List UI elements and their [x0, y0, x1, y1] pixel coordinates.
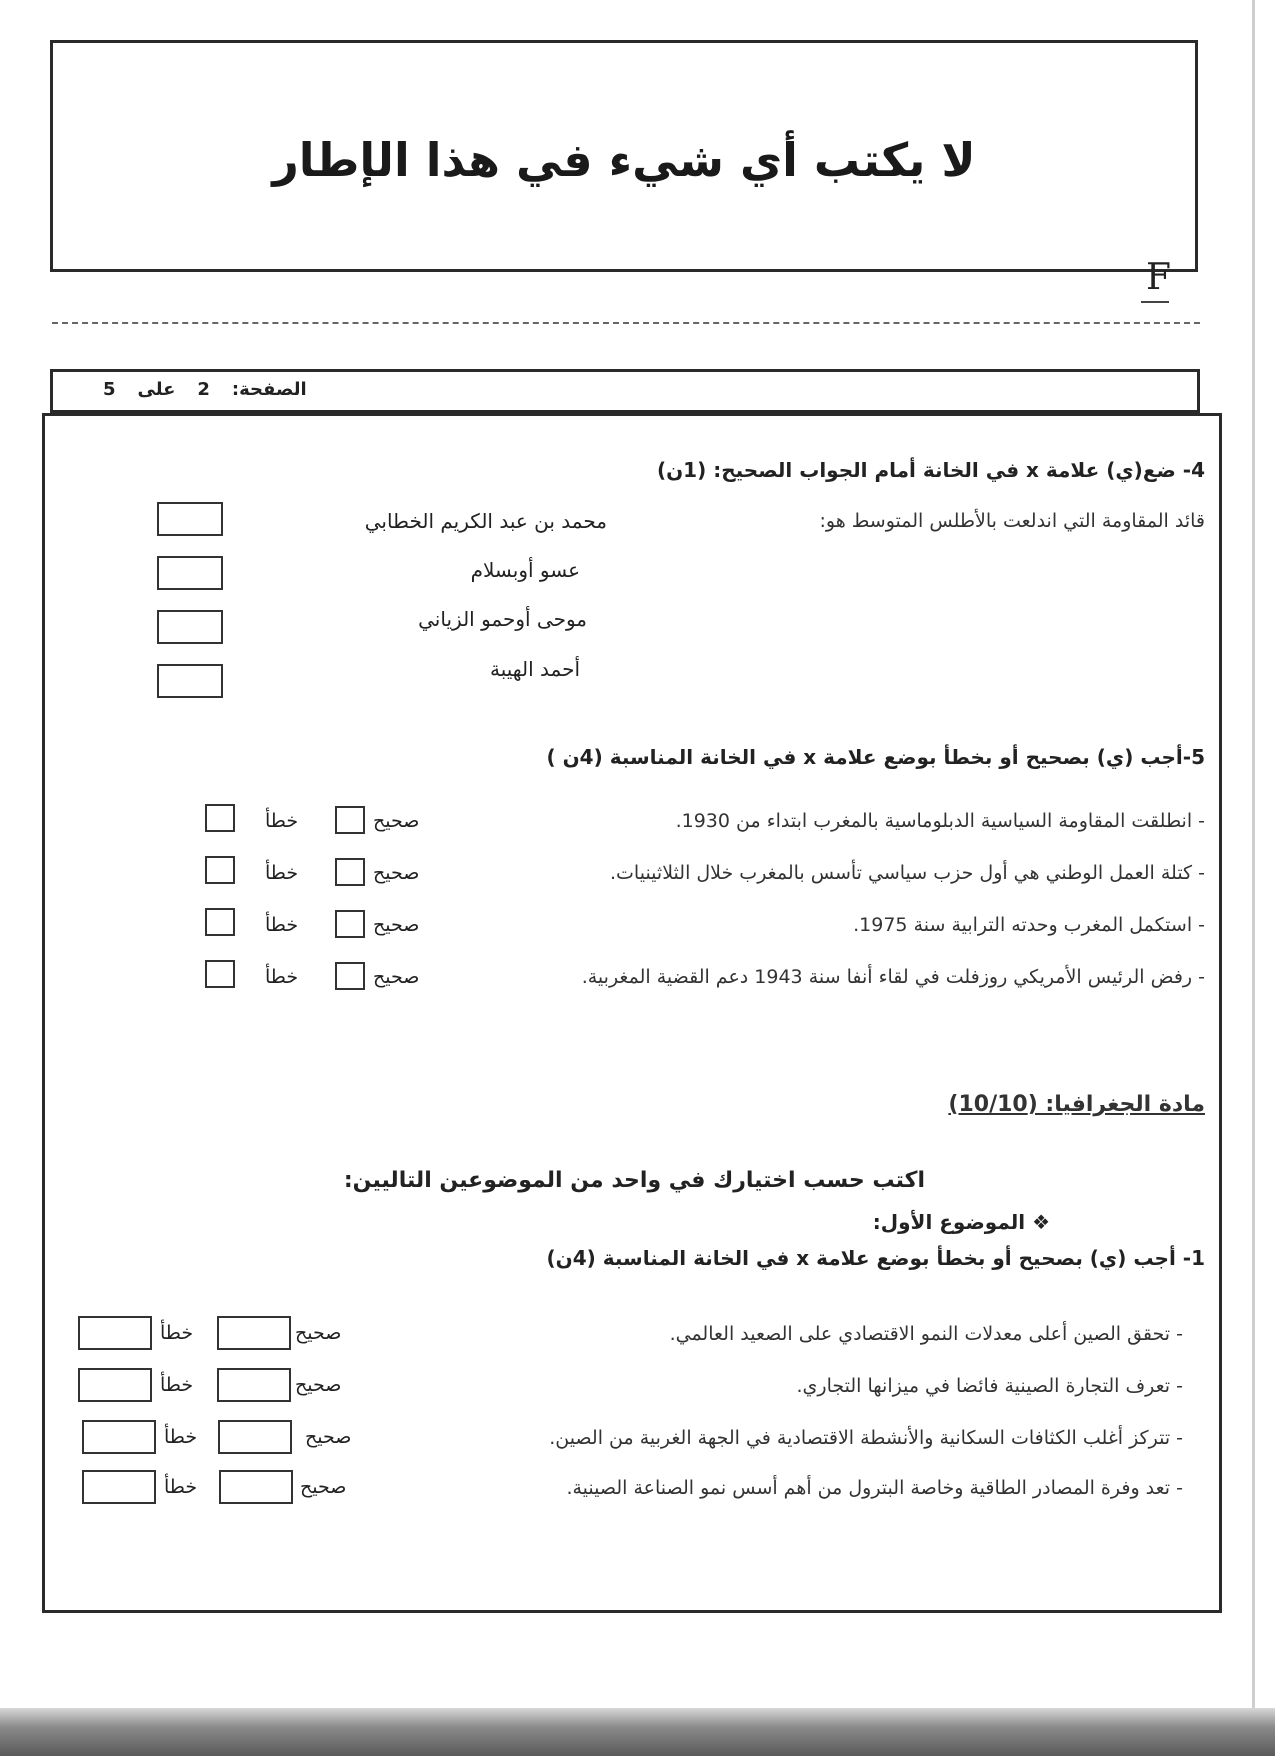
geo-false-checkbox-2[interactable] — [78, 1368, 152, 1402]
geo-false-checkbox-3[interactable] — [82, 1420, 156, 1454]
q4-option-1: محمد بن عبد الكريم الخطابي — [364, 509, 607, 533]
page-of: على — [137, 379, 176, 400]
geography-heading: مادة الجغرافيا: (10/10) — [948, 1092, 1205, 1117]
q5-statement-3: - استكمل المغرب وحدته الترابية سنة 1975. — [853, 914, 1205, 936]
header-frame — [50, 40, 1198, 298]
q5-false-checkbox-4[interactable] — [205, 960, 235, 988]
geo-false-checkbox-1[interactable] — [78, 1316, 152, 1350]
geo-true-checkbox-3[interactable] — [218, 1420, 292, 1454]
header-letter: F — [1146, 257, 1171, 298]
geo-statement-1: - تحقق الصين أعلى معدلات النمو الاقتصادي على الصعيد العالمي. — [669, 1323, 1183, 1345]
geo-statement-3: - تتركز أغلب الكثافات السكانية والأنشطة الاقتصادية في الجهة الغربية من الصين. — [549, 1427, 1183, 1449]
q5-true-checkbox-2[interactable] — [335, 858, 365, 886]
q5-statement-4: - رفض الرئيس الأمريكي روزفلت في لقاء أنفا سنة 1943 دعم القضية المغربية. — [581, 966, 1205, 988]
geo-true-checkbox-2[interactable] — [217, 1368, 291, 1402]
header-letter-underline — [1141, 301, 1169, 303]
q4-checkbox-2[interactable] — [157, 556, 223, 590]
header-title: لا يكتب أي شيء في هذا الإطار — [272, 133, 976, 187]
q4-prompt: قائد المقاومة التي اندلعت بالأطلس المتوسط هو: — [819, 510, 1205, 532]
q5-true-checkbox-3[interactable] — [335, 910, 365, 938]
geo-true-checkbox-4[interactable] — [219, 1470, 293, 1504]
scan-bottom-band — [0, 1708, 1275, 1756]
geo-false-label-2: خطأ — [160, 1374, 194, 1396]
geo-false-label-3: خطأ — [164, 1426, 198, 1448]
page-info — [81, 379, 307, 400]
page-number-strip — [50, 369, 1200, 413]
q5-false-label-2: خطأ — [265, 862, 299, 884]
q5-true-label-2: صحيح — [373, 862, 420, 884]
geo-true-label-2: صحيح — [295, 1374, 342, 1396]
q5-false-label-3: خطأ — [265, 914, 299, 936]
q5-heading: 5-أجب (ي) بصحيح أو بخطأ بوضع علامة x في الخانة المناسبة (4ن ) — [546, 745, 1205, 769]
geo-false-label-1: خطأ — [160, 1322, 194, 1344]
q5-true-label-3: صحيح — [373, 914, 420, 936]
q5-true-label-4: صحيح — [373, 966, 420, 988]
q5-statement-1: - انطلقت المقاومة السياسية الدبلوماسية بالمغرب ابتداء من 1930. — [675, 810, 1205, 832]
q5-false-label-1: خطأ — [265, 810, 299, 832]
q4-checkbox-3[interactable] — [157, 610, 223, 644]
q4-option-2: عسو أوبسلام — [470, 558, 580, 582]
q5-true-label-1: صحيح — [373, 810, 420, 832]
page-label: الصفحة: — [231, 379, 307, 400]
q4-checkbox-1[interactable] — [157, 502, 223, 536]
geo-statement-4: - تعد وفرة المصادر الطاقية وخاصة البترول من أهم أسس نمو الصناعة الصينية. — [566, 1477, 1183, 1499]
scan-right-edge — [1252, 0, 1255, 1756]
q4-option-4: أحمد الهيبة — [490, 657, 580, 681]
geography-q1-heading: 1- أجب (ي) بصحيح أو بخطأ بوضع علامة x في الخانة المناسبة (4ن) — [546, 1246, 1205, 1270]
q4-heading: 4- ضع(ي) علامة x في الخانة أمام الجواب الصحيح: (1ن) — [656, 458, 1205, 482]
geo-statement-2: - تعرف التجارة الصينية فائضا في ميزانها التجاري. — [796, 1375, 1183, 1397]
geo-false-checkbox-4[interactable] — [82, 1470, 156, 1504]
q5-statement-2: - كتلة العمل الوطني هي أول حزب سياسي تأسس بالمغرب خلال الثلاثينيات. — [610, 862, 1205, 884]
q4-option-3: موحى أوحمو الزياني — [418, 607, 587, 631]
geo-true-label-3: صحيح — [305, 1426, 352, 1448]
geo-false-label-4: خطأ — [164, 1476, 198, 1498]
q5-false-checkbox-3[interactable] — [205, 908, 235, 936]
geography-instruction: اكتب حسب اختيارك في واحد من الموضوعين التاليين: — [343, 1168, 925, 1193]
cut-line-divider — [52, 322, 1200, 324]
geo-true-label-4: صحيح — [300, 1476, 347, 1498]
page-current: 2 — [197, 379, 210, 400]
q5-false-checkbox-2[interactable] — [205, 856, 235, 884]
geo-true-label-1: صحيح — [295, 1322, 342, 1344]
geo-true-checkbox-1[interactable] — [217, 1316, 291, 1350]
q5-false-label-4: خطأ — [265, 966, 299, 988]
page-total: 5 — [103, 379, 116, 400]
q5-true-checkbox-1[interactable] — [335, 806, 365, 834]
q5-true-checkbox-4[interactable] — [335, 962, 365, 990]
q4-checkbox-4[interactable] — [157, 664, 223, 698]
q5-false-checkbox-1[interactable] — [205, 804, 235, 832]
geography-topic-label: ❖ الموضوع الأول: — [872, 1210, 1050, 1234]
